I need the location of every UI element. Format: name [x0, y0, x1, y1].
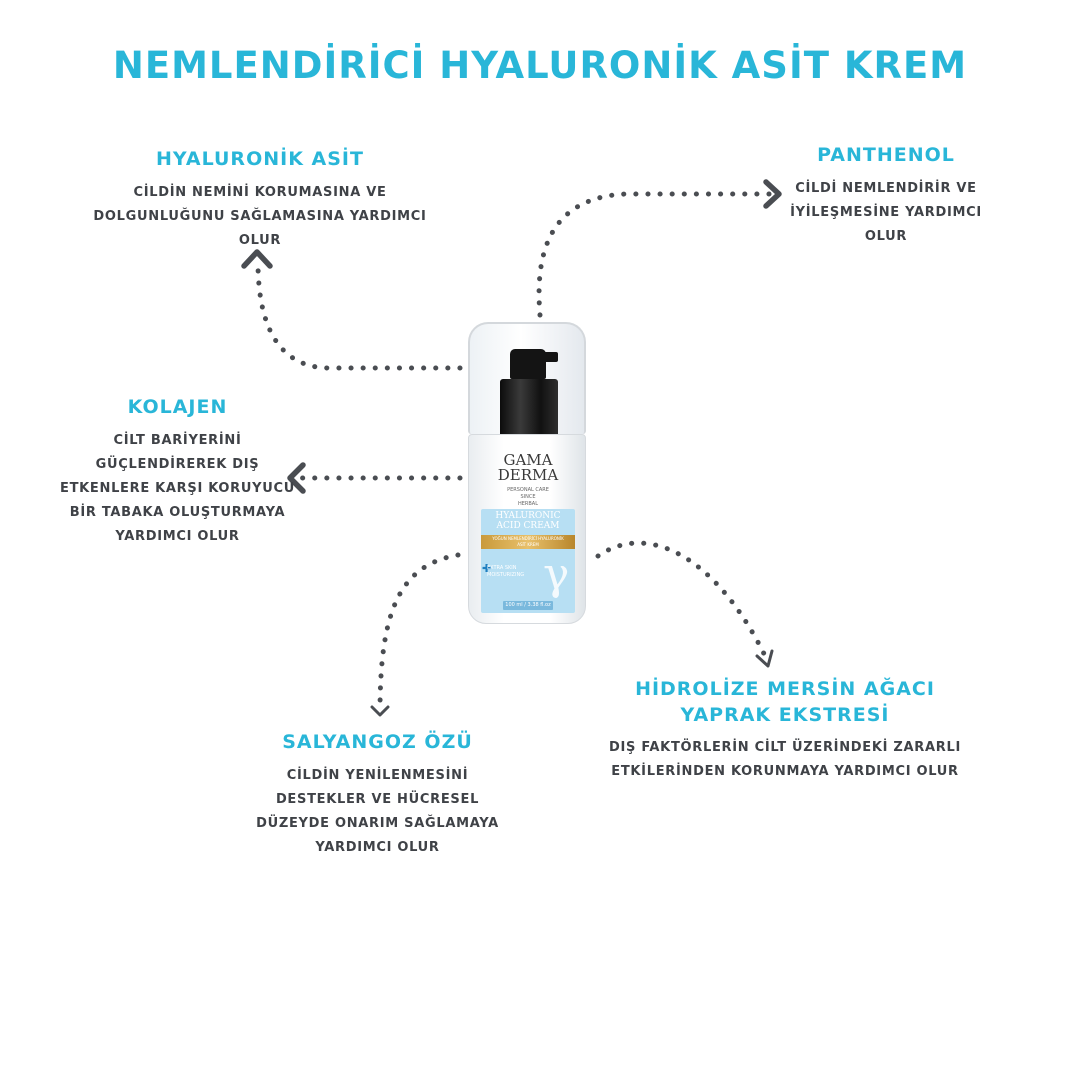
ingredient-heading: KOLAJEN: [127, 396, 228, 418]
ingredient-panthenol: [776, 143, 996, 249]
ingredient-description: CİLDİN YENİLENMESİNİ DESTEKLER VE HÜCRESEL DÜZEYDE ONARIM SAĞLAMAYA YARDIMCI OLUR: [256, 767, 499, 855]
arrow-to-snail: [380, 555, 458, 712]
arrowhead-snail: [372, 707, 388, 715]
ingredient-description: DIŞ FAKTÖRLERİN CİLT ÜZERİNDEKİ ZARARLI ETKİLERİNDEN KORUNMAYA YARDIMCI OLUR: [609, 740, 961, 780]
ingredient-description: CİLDİ NEMLENDİRİR VE İYİLEŞMESİNE YARDIMCI OLUR: [790, 180, 982, 244]
pump-head: [510, 349, 546, 379]
arrowhead-hyaluronic: [244, 252, 270, 266]
swirl-icon: γ: [543, 549, 570, 600]
brand-line-2: DERMA: [497, 466, 559, 484]
brand-line-1: GAMA: [503, 451, 553, 469]
arrow-to-myrtle: [598, 543, 768, 662]
brand-subtitle: PERSONAL CARE SINCE HERBAL: [507, 487, 549, 507]
ingredient-snail-extract: [245, 730, 510, 860]
arrow-to-panthenol: [539, 194, 775, 315]
pump-neck: [500, 379, 558, 437]
ingredient-hyaluronic-acid: [80, 147, 440, 253]
bottle-body: [468, 434, 586, 624]
ingredient-description: CİLT BARİYERİNİ GÜÇLENDİREREK DIŞ ETKENLERE KARŞI KORUYUCU BİR TABAKA OLUŞTURMAYA YARDIMCI OLUR: [59, 432, 295, 544]
bottle-cap: [468, 322, 586, 434]
ingredient-heading: HİDROLİZE MERSİN AĞACI YAPRAK EKSTRESİ: [635, 678, 935, 726]
product-claim: EXTRA SKIN MOISTURIZING: [487, 565, 525, 578]
arrow-to-hyaluronic: [258, 262, 460, 368]
ingredient-myrtle-leaf-extract: [560, 677, 1010, 784]
product-bottle: [468, 322, 586, 624]
product-volume: 100 ml / 3.38 fl.oz: [503, 601, 553, 610]
product-name: HYALURONIC ACID CREAM: [495, 511, 561, 531]
ingredient-heading: PANTHENOL: [817, 144, 955, 166]
page-title: NEMLENDİRİCİ HYALURONİK ASİT KREM: [112, 44, 968, 87]
ingredient-heading: SALYANGOZ ÖZÜ: [282, 731, 473, 753]
plus-icon: ✚: [482, 562, 492, 575]
ingredient-heading: HYALURONİK ASİT: [156, 148, 364, 170]
ingredient-collagen: [30, 395, 325, 549]
brand-logo: [469, 453, 587, 483]
ingredient-description: CİLDİN NEMİNİ KORUMASINA VE DOLGUNLUĞUNU SAĞLAMASINA YARDIMCI OLUR: [93, 184, 427, 248]
product-subtitle: YOĞUN NEMLENDİRİCİ HYALURONİK ASİT KREM: [492, 536, 564, 547]
